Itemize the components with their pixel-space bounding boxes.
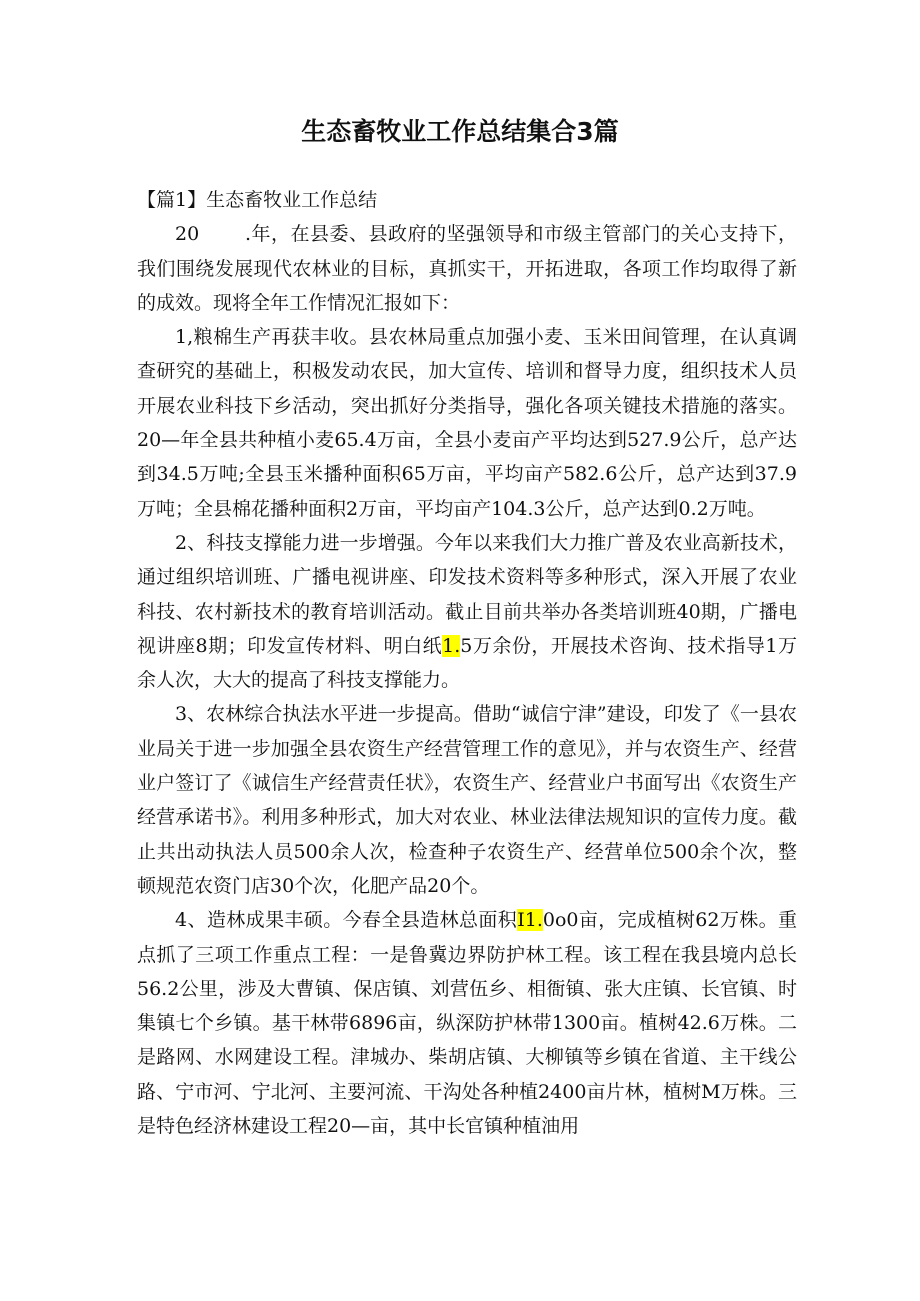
paragraph-1-grain-cotton: 1,粮棉生产再获丰收。县农林局重点加强小麦、玉米田间管理，在认真调查研究的基础上，积极发动农民，加大宣传、培训和督导力度，组织技术人员开展农业科技下乡活动，突出抓好分类指导，强化各项关键技术措施的落实。20—年全县共种植小麦65.4万亩，全县小麦亩产平均达到527.9公斤，总产达到34.5万吨;全县玉米播种面积65万亩，平均亩产582.6公斤，总产达到37.9万吨；全县棉花播种面积2万亩，平均亩产104.3公斤，总产达到0.2万吨。: [137, 326, 797, 520]
paragraph-2-text-after: 5万余份，开展技术咨询、技术指导1万余人次，大大的提高了科技支撑能力。: [137, 634, 797, 692]
highlight-mark: I1.: [517, 909, 543, 932]
paragraph-4-text-before: 4、造林成果丰硕。今春全县造林总面积: [175, 909, 518, 932]
section-heading: 【篇1】生态畜牧业工作总结: [137, 189, 378, 211]
intro-paragraph: [137, 217, 797, 320]
intro-text: .年，在县委、县政府的坚强领导和市级主管部门的关心支持下，我们围绕发展现代农林业的目标，真抓实干，开拓进取，各项工作均取得了新的成效。现将全年工作情况汇报如下：: [137, 223, 797, 314]
paragraph-2-text-before: 2、科技支撑能力进一步增强。今年以来我们大力推广普及农业高新技术，通过组织培训班、广播电视讲座、印发技术资料等多种形式，深入开展了农业科技、农村新技术的教育培训活动。截止目前共举办各类培训班40期，广播电视讲座8期；印发宣传材料、明白纸: [137, 531, 797, 657]
document-body: [137, 183, 797, 1143]
highlight-mark: 1.: [442, 634, 461, 657]
document-title: 生态畜牧业工作总结集合3篇: [301, 117, 619, 146]
paragraph-2-tech-support: [137, 526, 797, 697]
intro-year: 20: [175, 223, 200, 246]
paragraph-4-text-after: 0o0亩，完成植树62万株。重点抓了三项工作重点工程：一是鲁冀边界防护林工程。该工程在我县境内总长56.2公里，涉及大曹镇、保店镇、刘营伍乡、相衙镇、张大庄镇、长官镇、时集镇七个乡镇。基干林带6896亩，纵深防护林带1300亩。植树42.6万株。二是路网、水网建设工程。津城办、柴胡店镇、大柳镇等乡镇在省道、主干线公路、宁市河、宁北河、主要河流、干沟处各种植2400亩片林，植树M万株。三是特色经济林建设工程20—亩，其中长官镇种植油用: [137, 909, 798, 1138]
paragraph-3-law-enforcement: 3、农林综合执法水平进一步提高。借助“诚信宁津”建设，印发了《一县农业局关于进一步加强全县农资生产经营管理工作的意见》，并与农资生产、经营业户签订了《诚信生产经营责任状》，农资生产、经营业户书面写出《农资生产经营承诺书》。利用多种形式，加大对农业、林业法律法规知识的宣传力度。截止共出动执法人员500余人次，检查种子农资生产、经营单位500余个次，整顿规范农资门店30个次，化肥产品20个。: [137, 703, 797, 897]
paragraph-4-afforestation: [137, 903, 797, 1143]
